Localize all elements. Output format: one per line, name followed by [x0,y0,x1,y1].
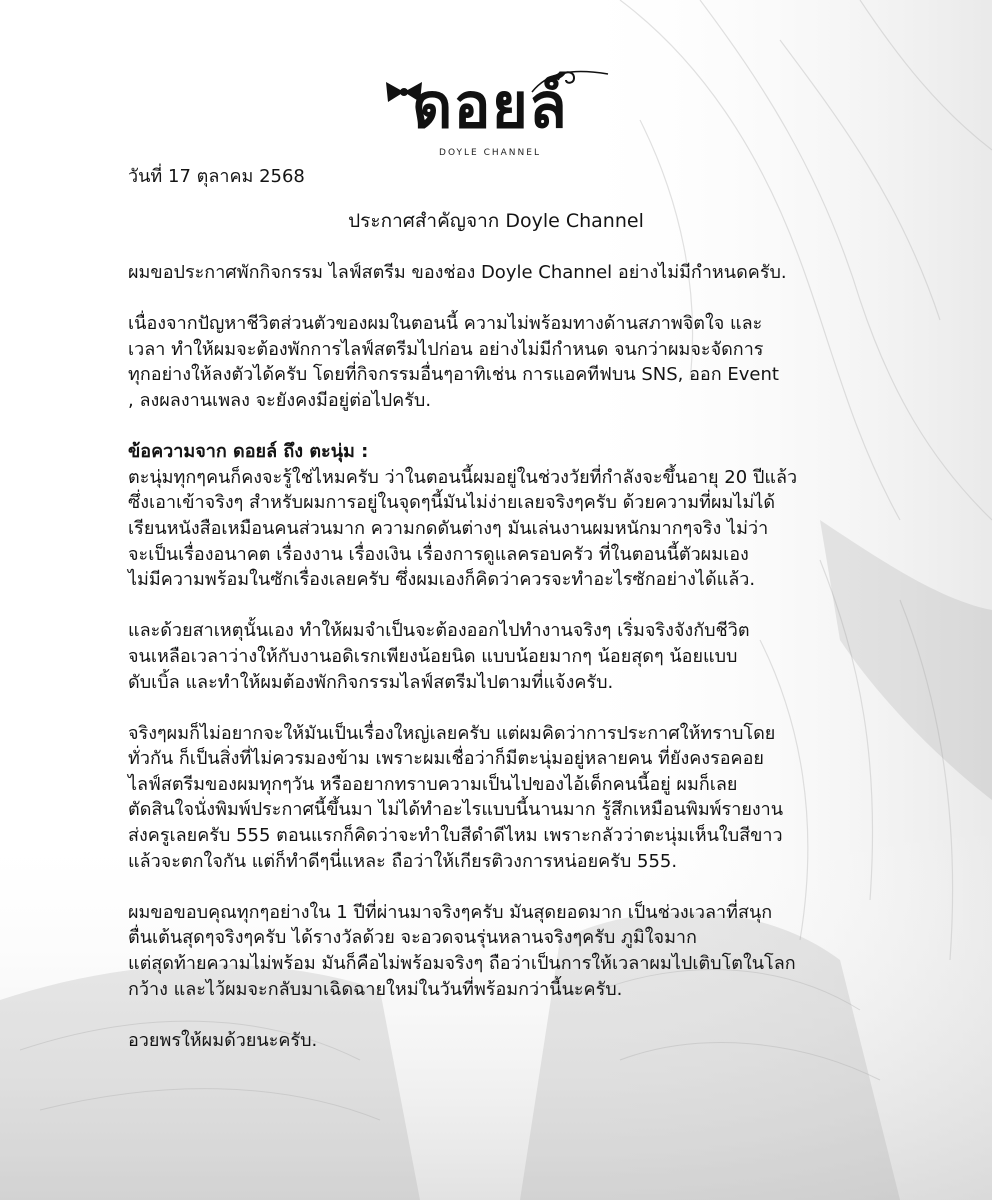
announcement-title: ประกาศสำคัญจาก Doyle Channel [348,210,644,232]
text-line: จริงๆผมก็ไม่อยากจะให้มันเป็นเรื่องใหญ่เลยครับ แต่ผมคิดว่าการประกาศให้ทราบโดย [128,722,776,744]
paragraph-honest [128,721,878,875]
text-line: ผมขอประกาศพักกิจกรรม ไลฟ์สตรีม ของช่อง Doyle Channel อย่างไม่มีกำหนดครับ. [128,262,787,283]
text-line: กว้าง และไว้ผมจะกลับมาเฉิดฉายใหม่ในวันที่พร้อมกว่านี้นะครับ. [128,978,623,1000]
announcement-body [128,260,878,1079]
text-line: ตัดสินใจนั่งพิมพ์ประกาศนี้ขึ้นมา ไม่ได้ทำอะไรแบบนี้นานมาก รู้สึกเหมือนพิมพ์รายงาน [128,799,784,821]
message-heading: ข้อความจาก ดอยล์ ถึง ตะนุ่ม : [128,441,369,463]
text-line: จะเป็นเรื่องอนาคต เรื่องงาน เรื่องเงิน เรื่องการดูแลครอบครัว ที่ในตอนนี้ตัวผมเอง [128,543,749,565]
text-line: ซึ่งเอาเข้าจริงๆ สำหรับผมการอยู่ในจุดๆนี้มันไม่ง่ายเลยจริงๆครับ ด้วยความที่ผมไม่ได้ [128,492,776,514]
logo-wordmark: ดอยล์ [412,69,568,142]
text-line: , ลงผลงานเพลง จะยังคงมีอยู่ต่อไปครับ. [128,389,432,411]
text-line: เนื่องจากปัญหาชีวิตส่วนตัวของผมในตอนนี้ ความไม่พร้อมทางด้านสภาพจิตใจ และ [128,313,763,335]
paragraph-intro [128,260,878,286]
text-line: ทุกอย่างให้ลงตัวได้ครับ โดยที่กิจกรรมอื่นๆอาทิเช่น การแอคทีฟบน SNS, ออก Event [128,364,779,386]
text-line: ส่งครูเลยครับ 555 ตอนแรกก็คิดว่าจะทำใบสีดำดีไหม เพราะกลัวว่าตะนุ่มเห็นใบสีขาว [128,825,783,847]
text-line: ผมขอขอบคุณทุกๆอย่างใน 1 ปีที่ผ่านมาจริงๆครับ มันสุดยอดมาก เป็นช่วงเวลาที่สนุก [128,901,773,923]
announcement-date: วันที่ 17 ตุลาคม 2568 [128,166,305,187]
text-line: ไลฟ์สตรีมของผมทุกๆวัน หรืออยากทราบความเป็นไปของไอ้เด็กคนนี้อยู่ ผมก็เลย [128,773,738,795]
logo-subtitle: DOYLE CHANNEL [439,148,541,158]
text-line: ทั่วกัน ก็เป็นสิ่งที่ไม่ควรมองข้าม เพราะผมเชื่อว่าก็มีตะนุ่มอยู่หลายคน ที่ยังคงรอคอย [128,748,764,770]
text-line: อวยพรให้ผมด้วยนะครับ. [128,1029,318,1051]
text-line: ดับเบิ้ล และทำให้ผมต้องพักกิจกรรมไลฟ์สตรีมไปตามที่แจ้งครับ. [128,671,614,693]
text-line: ตื่นเต้นสุดๆจริงๆครับ ได้รางวัลด้วย จะอวดจนรุ่นหลานจริงๆครับ ภูมิใจมาก [128,927,697,949]
text-line: ตะนุ่มทุกๆคนก็คงจะรู้ใช่ไหมครับ ว่าในตอนนี้ผมอยู่ในช่วงวัยที่กำลังจะขึ้นอายุ 20 ปีแล้ว [128,466,798,488]
paragraph-message [128,439,878,593]
paragraph-thanks [128,900,878,1002]
text-line: แล้วจะตกใจกัน แต่ก็ทำดีๆนี่แหละ ถือว่าให้เกียรติวงการหน่อยครับ 555. [128,850,678,872]
text-line: จนเหลือเวลาว่างให้กับงานอดิเรกเพียงน้อยนิด แบบน้อยมากๆ น้อยสุดๆ น้อยแบบ [128,645,738,667]
doyle-channel-logo [360,60,620,164]
text-line: เวลา ทำให้ผมจะต้องพักการไลฟ์สตรีมไปก่อน อย่างไม่มีกำหนด จนกว่าผมจะจัดการ [128,338,764,360]
paragraph-work [128,618,878,695]
paragraph-closing [128,1028,878,1054]
text-line: เรียนหนังสือเหมือนคนส่วนมาก ความกดดันต่างๆ มันเล่นงานผมหนักมากๆจริง ไม่ว่า [128,517,769,539]
paragraph-reason [128,311,878,413]
text-line: และด้วยสาเหตุนั้นเอง ทำให้ผมจำเป็นจะต้องออกไปทำงานจริงๆ เริ่มจริงจังกับชีวิต [128,620,750,642]
text-line: ไม่มีความพร้อมในซักเรื่องเลยครับ ซึ่งผมเองก็คิดว่าควรจะทำอะไรซักอย่างได้แล้ว. [128,569,756,591]
text-line: แต่สุดท้ายความไม่พร้อม มันก็คือไม่พร้อมจริงๆ ถือว่าเป็นการให้เวลาผมไปเติบโตในโลก [128,953,796,975]
